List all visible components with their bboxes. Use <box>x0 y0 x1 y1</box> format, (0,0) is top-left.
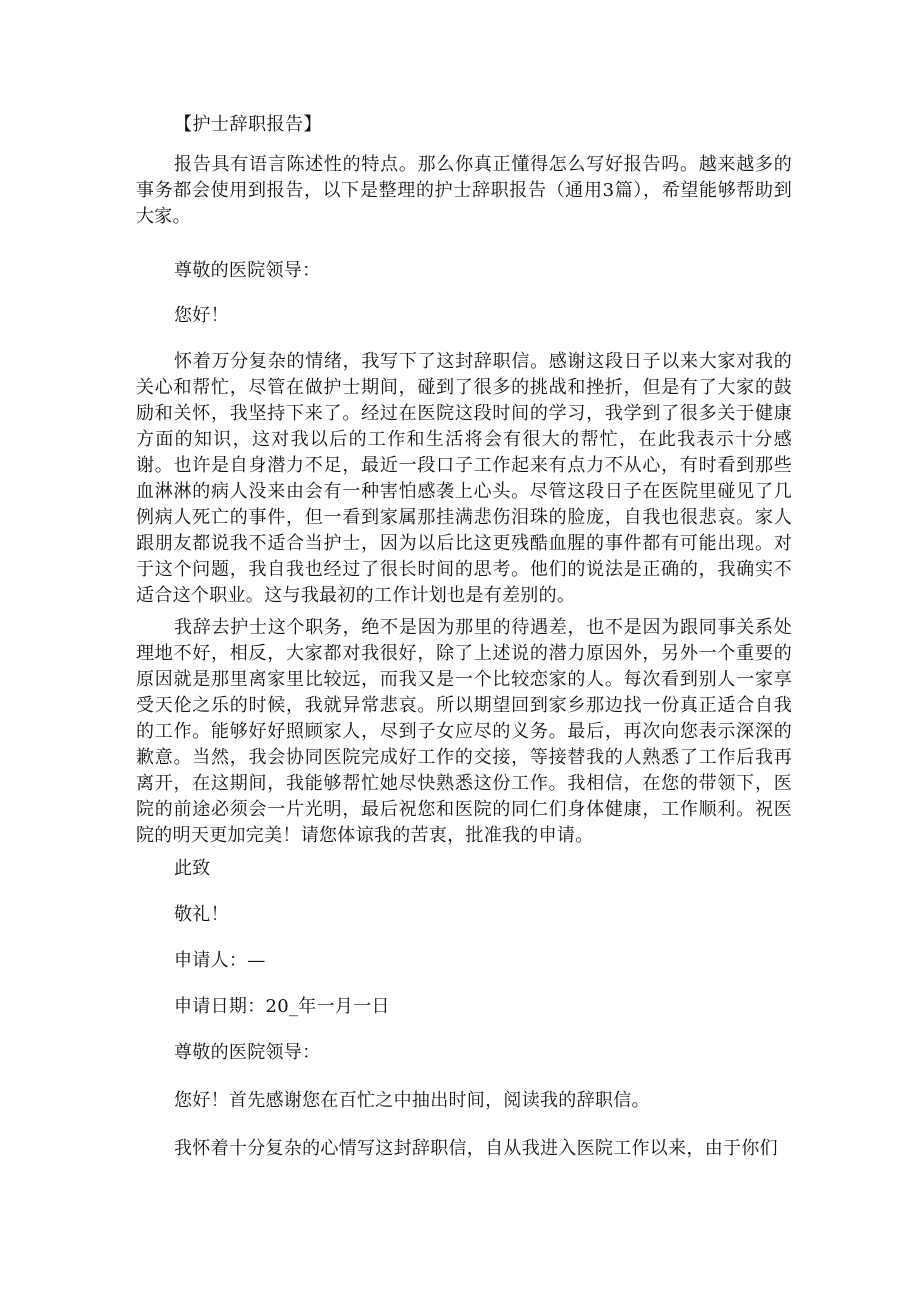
document-title: 【护士辞职报告】 <box>174 114 322 135</box>
letter1-closing-2: 敬礼！ <box>174 904 229 925</box>
letter1-applicant: 申请人：— <box>174 950 266 971</box>
letter2-paragraph-1-start: 我怀着十分复杂的心情写这封辞职信，自从我进入医院工作以来，由于你们 <box>174 1138 778 1159</box>
letter2-salutation: 尊敬的医院领导： <box>174 1042 321 1063</box>
letter1-paragraph-2: 我辞去护士这个职务，绝不是因为那里的待遇差，也不是因为跟同事关系处理地不好，相反，大家都对我很好，除了上述说的潜力原因外，另外一个重要的原因就是那里离家里比较远，而我又是一个比较恋家的人。每次看到别人一家享受天伦之乐的时候，我就异常悲哀。所以期望回到家乡那边找一份真正适合自我的工作。能够好好照顾家人，尽到子女应尽的义务。最后，再次向您表示深深的歉意。当然，我会协同医院完成好工作的交接，等接替我的人熟悉了工作后我再离开，在这期间，我能够帮忙她尽快熟悉这份工作。我相信，在您的带领下，医院的前途必须会一片光明，最后祝您和医院的同仁们身体健康，工作顺利。祝医院的明天更加完美！请您体谅我的苦衷，批准我的申请。 <box>136 617 792 846</box>
letter1-date: 申请日期：20_年一月一日 <box>174 996 390 1017</box>
letter2-greeting: 您好！首先感谢您在百忙之中抽出时间，阅读我的辞职信。 <box>174 1090 650 1111</box>
intro-paragraph: 报告具有语言陈述性的特点。那么你真正懂得怎么写好报告吗。越来越多的事务都会使用到报告，以下是整理的护士辞职报告（通用3篇），希望能够帮助到大家。 <box>136 154 792 227</box>
letter1-greeting: 您好！ <box>174 305 229 326</box>
letter1-salutation: 尊敬的医院领导： <box>174 260 321 281</box>
letter1-paragraph-1: 怀着万分复杂的情绪，我写下了这封辞职信。感谢这段日子以来大家对我的关心和帮忙，尽管在做护士期间，碰到了很多的挑战和挫折，但是有了大家的鼓励和关怀，我坚持下来了。经过在医院这段时间的学习，我学到了很多关于健康方面的知识，这对我以后的工作和生活将会有很大的帮忙，在此我表示十分感谢。也许是自身潜力不足，最近一段口子工作起来有点力不从心，有时看到那些血淋淋的病人没来由会有一种害怕感袭上心头。尽管这段日子在医院里碰见了几例病人死亡的事件，但一看到家属那挂满悲伤泪珠的脸庞，自我也很悲哀。家人跟朋友都说我不适合当护士，因为以后比这更残酷血腥的事件都有可能出现。对于这个问题，我自我也经过了很长时间的思考。他们的说法是正确的，我确实不适合这个职业。这与我最初的工作计划也是有差别的。 <box>136 351 792 606</box>
letter1-closing-1: 此致 <box>174 858 211 879</box>
